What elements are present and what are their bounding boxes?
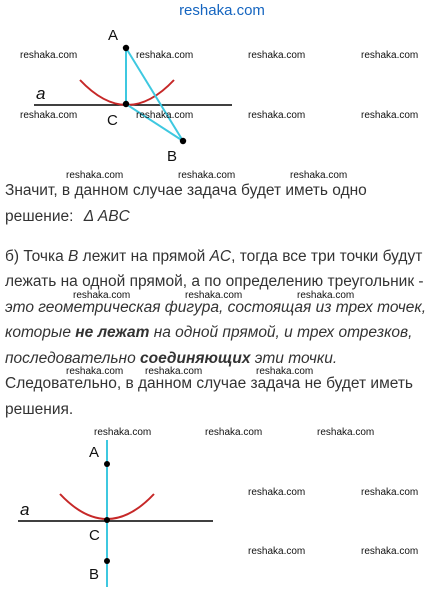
point-B-name: B xyxy=(68,248,79,265)
watermark: reshaka.com xyxy=(361,546,419,557)
label-B: B xyxy=(167,148,178,165)
watermark: reshaka.com xyxy=(361,110,419,121)
text-line-5: это геометрическая фигура, состоящая из трех точек, xyxy=(5,299,427,316)
watermark: reshaka.com xyxy=(185,290,243,301)
watermark: reshaka.com xyxy=(248,50,306,61)
text-line-3-a: б) Точка xyxy=(5,248,69,265)
label-A: A xyxy=(89,444,100,461)
segment-AB xyxy=(126,48,183,141)
watermark: reshaka.com xyxy=(290,170,348,181)
text-line-4: лежать на одной прямой, а по определению треугольник - xyxy=(5,273,424,290)
watermark: reshaka.com xyxy=(73,290,131,301)
label-B: B xyxy=(89,566,100,583)
watermark: reshaka.com xyxy=(297,290,355,301)
text-line-6-bold: не лежат xyxy=(75,324,150,341)
watermark: reshaka.com xyxy=(136,50,194,61)
figure-collinear xyxy=(0,435,444,589)
text-line-9: решения. xyxy=(5,401,74,418)
text-line-6-c: на одной прямой, и трех отрезков, xyxy=(149,324,413,341)
watermark: reshaka.com xyxy=(361,487,419,498)
math-triangle-abc: Δ ABC xyxy=(83,208,130,225)
figure-triangle xyxy=(0,24,444,174)
watermark: reshaka.com xyxy=(145,366,203,377)
label-C: C xyxy=(89,527,100,544)
watermark: reshaka.com xyxy=(248,546,306,557)
watermark: reshaka.com xyxy=(317,427,375,438)
label-C: C xyxy=(107,112,118,129)
text-line-3-e: , тогда все три точки будут xyxy=(231,248,423,265)
watermark: reshaka.com xyxy=(361,50,419,61)
line-AC-name: AC xyxy=(209,248,232,265)
text-line-3 xyxy=(5,248,422,266)
watermark: reshaka.com xyxy=(136,110,194,121)
text-line-2 xyxy=(5,208,130,226)
text-line-6-a: которые xyxy=(5,324,76,341)
point-C xyxy=(104,517,110,523)
watermark: reshaka.com xyxy=(178,170,236,181)
watermark: reshaka.com xyxy=(205,427,263,438)
point-A xyxy=(123,45,129,51)
text-line-8: Следовательно, в данном случае задача не будет иметь xyxy=(5,375,414,392)
watermark: reshaka.com xyxy=(66,366,124,377)
watermark: reshaka.com xyxy=(248,487,306,498)
watermark: reshaka.com xyxy=(248,110,306,121)
text-line-3-c: лежит на прямой xyxy=(78,248,210,265)
site-title[interactable]: reshaka.com xyxy=(179,2,265,19)
watermark: reshaka.com xyxy=(256,366,314,377)
label-A: A xyxy=(108,27,119,44)
text-line-1: Значит, в данном случае задача будет иметь одно xyxy=(5,182,367,199)
text-line-7-c: эти точки. xyxy=(250,350,338,367)
text-line-6 xyxy=(5,324,412,342)
text-line-7-bold: соединяющих xyxy=(140,350,251,367)
label-a: a xyxy=(20,500,30,519)
label-a: a xyxy=(36,84,46,103)
point-B xyxy=(104,558,110,564)
point-A xyxy=(104,461,110,467)
watermark: reshaka.com xyxy=(20,110,78,121)
watermark: reshaka.com xyxy=(94,427,152,438)
text-line-2-prefix: решение: xyxy=(5,208,74,225)
watermark: reshaka.com xyxy=(66,170,124,181)
point-C xyxy=(123,101,129,107)
text-line-7-a: последовательно xyxy=(5,350,141,367)
point-B xyxy=(180,138,186,144)
watermark: reshaka.com xyxy=(20,50,78,61)
